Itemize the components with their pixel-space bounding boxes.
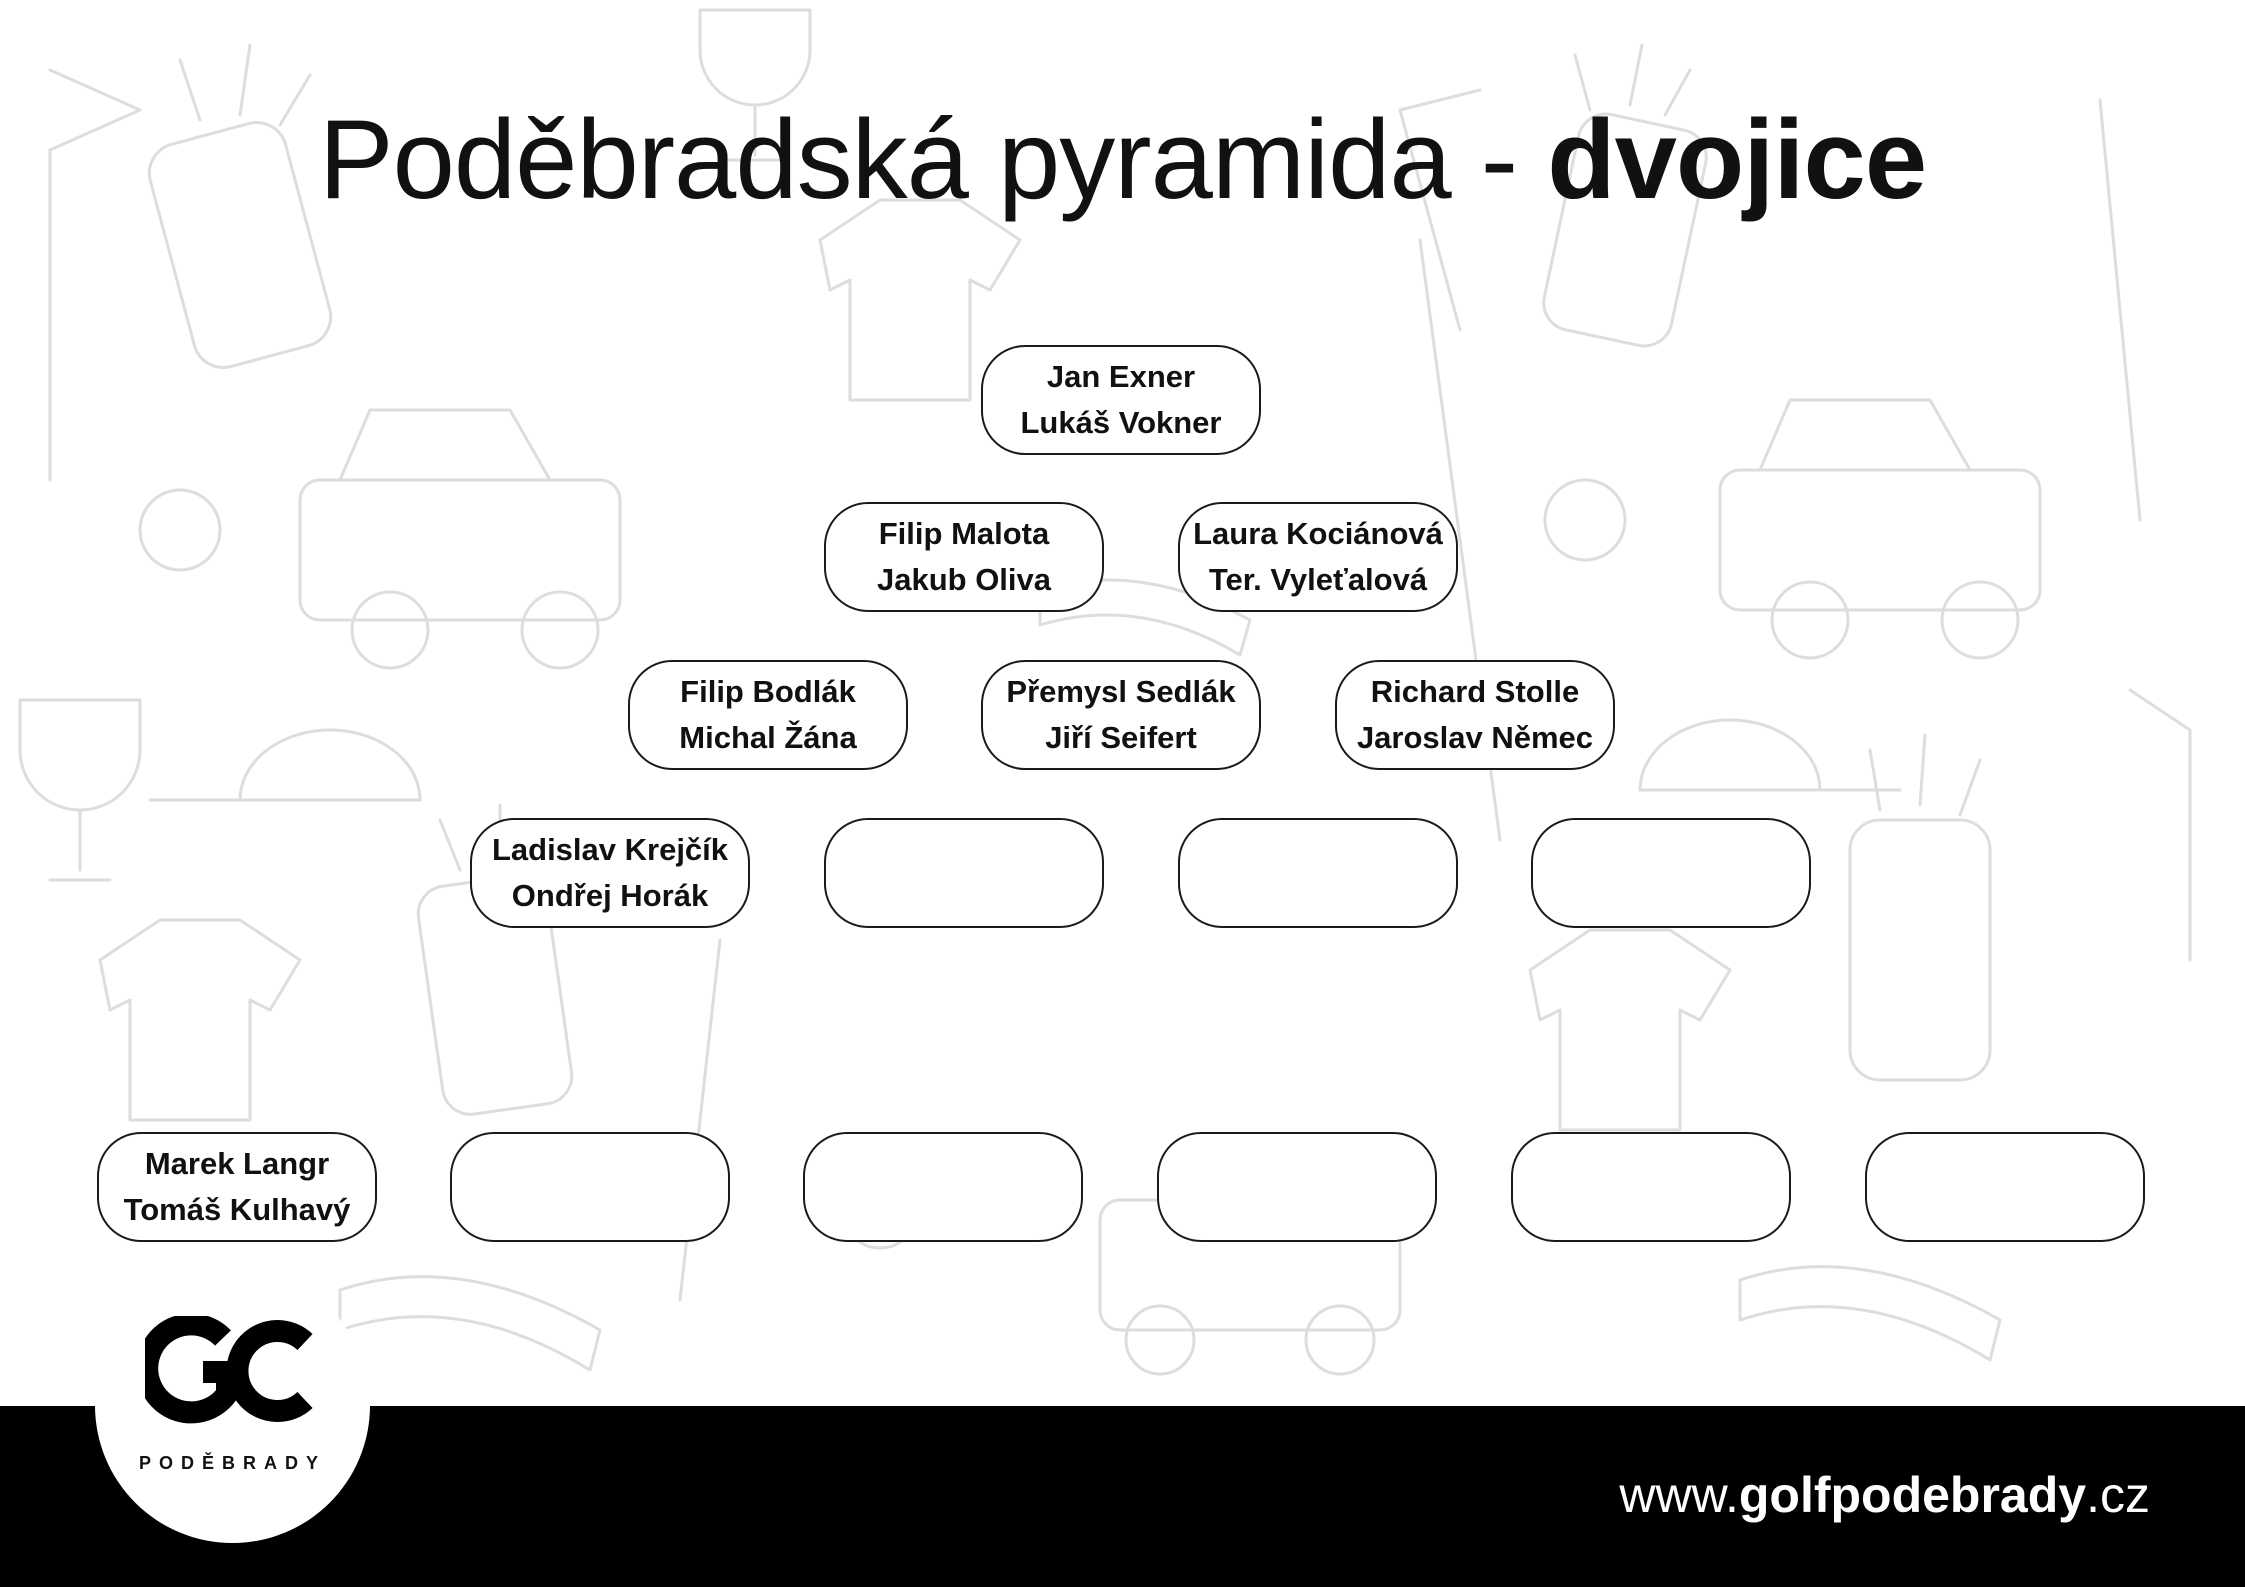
title-bold: dvojice xyxy=(1547,97,1927,222)
empty-slot xyxy=(450,1132,730,1242)
empty-slot xyxy=(1531,818,1811,928)
pyramid-slot xyxy=(981,660,1261,770)
logo-subtitle: PODĚBRADY xyxy=(138,1453,326,1473)
player-1: Marek Langr xyxy=(144,1146,330,1181)
page-title xyxy=(0,90,2245,230)
empty-slot xyxy=(1511,1132,1791,1242)
pyramid-slot xyxy=(824,502,1104,612)
title-main: Poděbradská pyramida - xyxy=(318,97,1548,222)
golf-cap-icon xyxy=(1640,720,1900,790)
polo-shirt-icon xyxy=(100,920,300,1120)
player-2: Ter. Vyleťalová xyxy=(1208,562,1428,597)
pyramid-slot xyxy=(97,1132,377,1242)
golf-banner-icon xyxy=(1740,1267,2000,1360)
player-2: Jiří Seifert xyxy=(1045,720,1197,755)
pyramid-slot xyxy=(1335,660,1615,770)
player-1: Filip Bodlák xyxy=(680,674,856,709)
website-url[interactable] xyxy=(1619,1465,2150,1525)
rosette-icon xyxy=(1545,480,1625,560)
flag-icon xyxy=(2130,690,2190,960)
player-2: Michal Žána xyxy=(679,720,857,755)
player-2: Lukáš Vokner xyxy=(1020,405,1222,440)
empty-slot xyxy=(1157,1132,1437,1242)
player-1: Richard Stolle xyxy=(1370,674,1580,709)
trophy-icon xyxy=(20,700,140,880)
empty-slot xyxy=(824,818,1104,928)
player-1: Přemysl Sedlák xyxy=(1006,674,1236,709)
player-2: Tomáš Kulhavý xyxy=(123,1192,351,1227)
golf-bag-icon xyxy=(1850,735,1990,1080)
player-2: Jaroslav Němec xyxy=(1356,720,1594,755)
pyramid-slot xyxy=(981,345,1261,455)
empty-slot xyxy=(1178,818,1458,928)
gc-logo-icon xyxy=(145,1316,320,1426)
golf-cart-icon xyxy=(300,410,620,668)
club-logo xyxy=(95,1268,370,1543)
player-1: Ladislav Krejčík xyxy=(491,832,729,867)
empty-slot xyxy=(803,1132,1083,1242)
player-1: Laura Kociánová xyxy=(1193,516,1443,551)
golf-cart-icon xyxy=(1720,400,2040,658)
url-prefix: www. xyxy=(1619,1467,1739,1523)
golf-banner-icon xyxy=(340,1277,600,1370)
player-1: Filip Malota xyxy=(878,516,1050,551)
pyramid-slot xyxy=(1178,502,1458,612)
player-2: Ondřej Horák xyxy=(511,878,709,913)
url-suffix: .cz xyxy=(2086,1467,2150,1523)
player-1: Jan Exner xyxy=(1046,359,1196,394)
pyramid-slot xyxy=(628,660,908,770)
pyramid-slot xyxy=(470,818,750,928)
rosette-icon xyxy=(140,490,220,570)
empty-slot xyxy=(1865,1132,2145,1242)
url-domain: golfpodebrady xyxy=(1738,1467,2087,1523)
polo-shirt-icon xyxy=(1530,930,1730,1130)
golf-cap-icon xyxy=(150,730,420,800)
player-2: Jakub Oliva xyxy=(876,562,1052,597)
